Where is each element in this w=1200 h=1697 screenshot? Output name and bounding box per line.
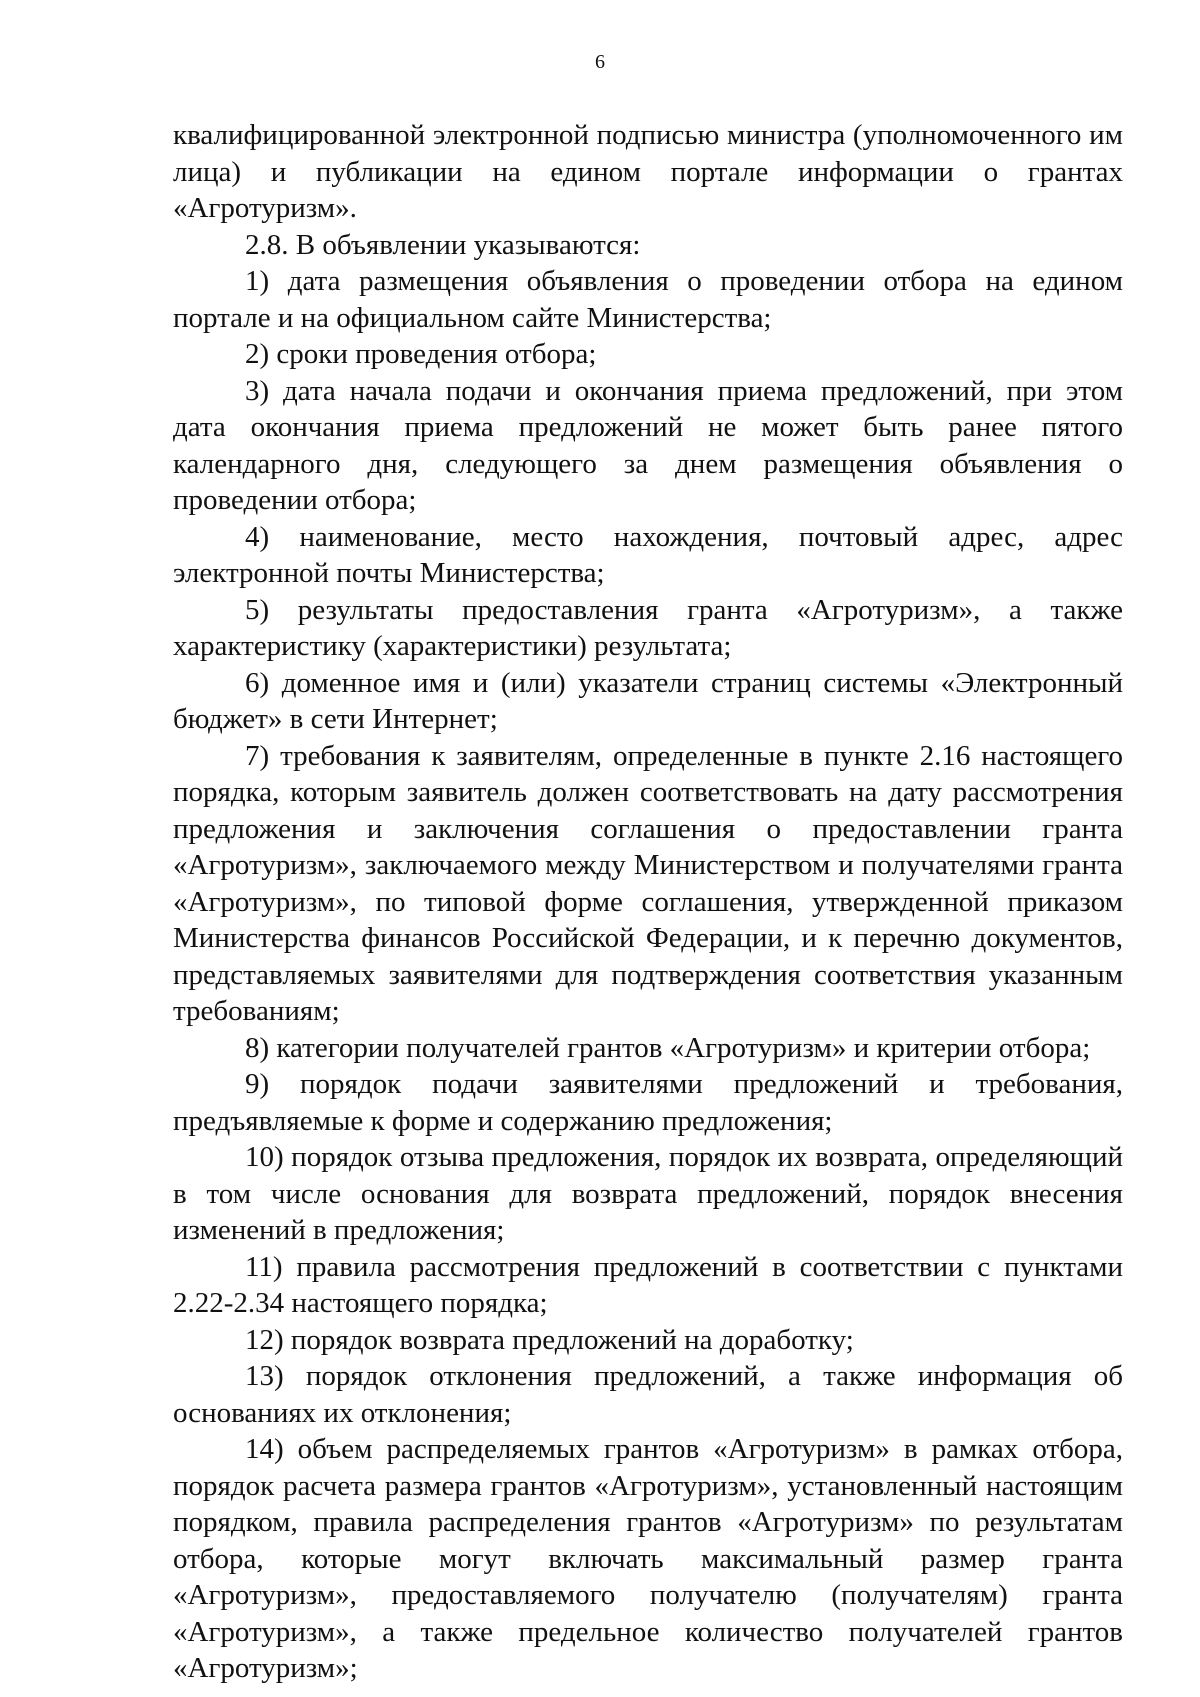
list-item-11: 11) правила рассмотрения предложений в соответствии с пунктами 2.22-2.34 настоящего порядка; (173, 1250, 1123, 1319)
document-body (173, 117, 1123, 1687)
list-item-14: 14) объем распределяемых грантов «Агротуризм» в рамках отбора, порядок расчета размера грантов «Агротуризм», установленный настоящим порядком, правила распределения грантов «Агротуризм» по результатам отбора, которые могут включать максимальный размер гранта «Агротуризм», предоставляемого получателю (получателям) гранта «Агротуризм», а также предельное количество получателей грантов «Агротуризм»; (173, 1433, 1123, 1684)
list-item-4: 4) наименование, место нахождения, почтовый адрес, адрес электронной почты Министерства; (173, 520, 1123, 589)
list-item-8: 8) категории получателей грантов «Агротуризм» и критерии отбора; (245, 1031, 1091, 1064)
list-item-7: 7) требования к заявителям, определенные в пункте 2.16 настоящего порядка, которым заявитель должен соответствовать на дату рассмотрения предложения и заключения соглашения о предоставлении гранта «Агротуризм», заключаемого между Министерством и получателями гранта «Агротуризм», по типовой форме соглашения, утвержденной приказом Министерства финансов Российской Федерации, и к перечню документов, представляемых заявителями для подтверждения соответствия указанным требованиям; (173, 739, 1123, 1027)
list-item-2: 2) сроки проведения отбора; (245, 338, 597, 370)
paragraph-continuation: квалифицированной электронной подписью министра (уполномоченного им лица) и публикации на едином портале информации о грантах «Агротуризм». (173, 119, 1123, 224)
list-item-1: 1) дата размещения объявления о проведении отбора на едином портале и на официальном сайте Министерства; (173, 265, 1123, 334)
list-item-5: 5) результаты предоставления гранта «Агротуризм», а также характеристику (характеристики) результата; (173, 593, 1123, 662)
list-item-10: 10) порядок отзыва предложения, порядок их возврата, определяющий в том числе основания для возврата предложений, порядок внесения изменений в предложения; (173, 1141, 1123, 1246)
paragraph-section-2-8: 2.8. В объявлении указываются: (245, 228, 641, 261)
list-item-6: 6) доменное имя и (или) указатели страниц системы «Электронный бюджет» в сети Интернет; (173, 666, 1123, 735)
list-item-9: 9) порядок подачи заявителями предложений и требования, предъявляемые к форме и содержанию предложения; (173, 1068, 1123, 1137)
list-item-13: 13) порядок отклонения предложений, а также информация об основаниях их отклонения; (173, 1360, 1123, 1429)
list-item-3: 3) дата начала подачи и окончания приема предложений, при этом дата окончания приема предложений не может быть ранее пятого календарного дня, следующего за днем размещения объявления о проведении отбора; (173, 374, 1123, 516)
list-item-12: 12) порядок возврата предложений на доработку; (245, 1323, 854, 1356)
page-number: 6 (595, 51, 605, 73)
